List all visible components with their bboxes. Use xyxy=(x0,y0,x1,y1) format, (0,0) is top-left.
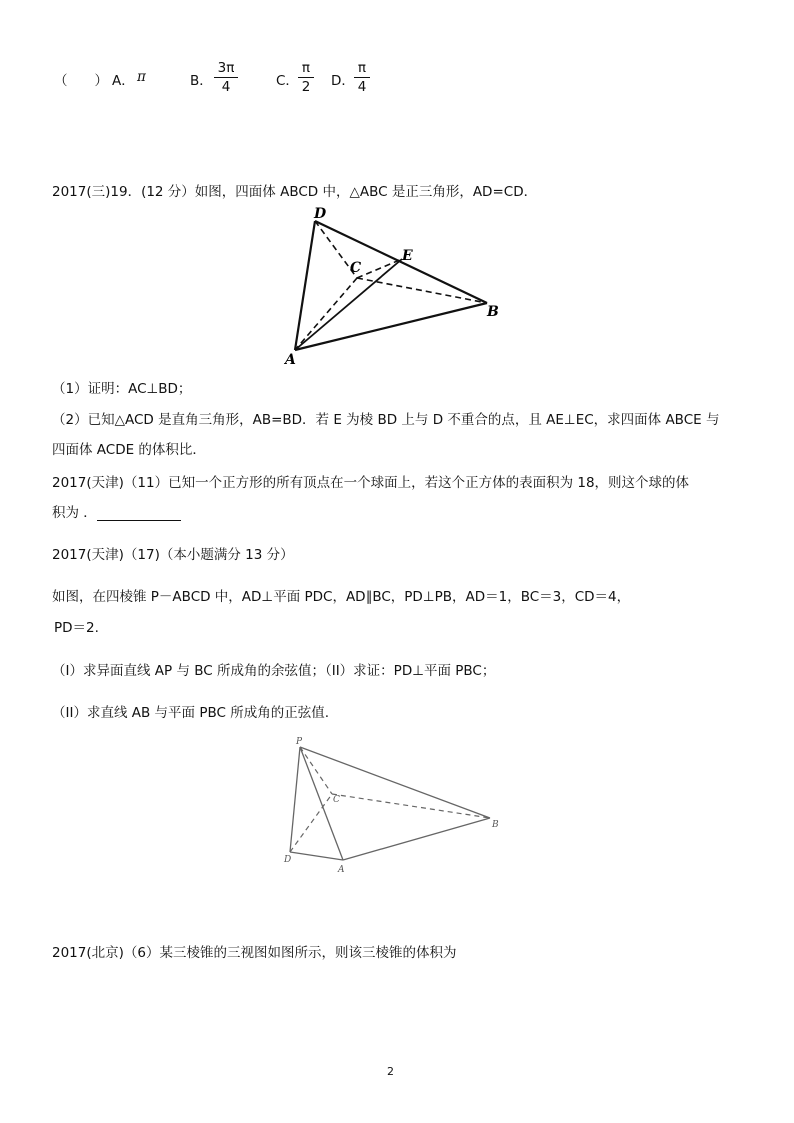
page-number: 2 xyxy=(387,1065,394,1078)
option-d-denominator: 4 xyxy=(357,79,367,95)
edge-pb xyxy=(300,747,490,818)
edge-dc xyxy=(290,794,332,852)
q-tj17-header: 2017(天津)（17)（本小题满分 13 分） xyxy=(52,547,294,563)
edge-da xyxy=(295,221,315,350)
option-a-value: π xyxy=(137,69,146,85)
vertex-label-d: D xyxy=(284,855,292,865)
q-tj11-line1: 2017(天津)（11）已知一个正方形的所有顶点在一个球面上，若这个正方体的表面积为 18，则这个球的体 xyxy=(52,475,690,491)
edge-cb xyxy=(332,794,490,818)
q-tj11-line2-text: 积为 ． xyxy=(52,505,97,521)
edge-db xyxy=(315,221,487,303)
option-d-fraction xyxy=(354,60,370,95)
option-a-label: A． xyxy=(112,73,135,89)
edge-pd xyxy=(290,747,300,852)
q19-tetrahedron-figure xyxy=(280,200,510,370)
q-bj6-line: 2017(北京)（6）某三棱锥的三视图如图所示，则该三棱锥的体积为 xyxy=(52,945,457,961)
vertex-label-b: B xyxy=(492,820,499,830)
vertex-label-e: E xyxy=(402,248,413,264)
edge-da xyxy=(290,852,343,860)
vertex-label-c: C xyxy=(333,795,340,805)
q-tj17-part1: （I）求异面直线 AP 与 BC 所成角的余弦值；（II）求证：PD⊥平面 PBC； xyxy=(52,663,496,679)
vertex-label-p: P xyxy=(296,737,303,747)
option-c-numerator: π xyxy=(301,60,311,76)
q-tj11-line2 xyxy=(52,501,181,521)
option-b-denominator: 4 xyxy=(221,79,231,95)
q19-part2-line1: （2）已知△ACD 是直角三角形，AB=BD．若 E 为棱 BD 上与 D 不重合的点，且 AE⊥EC，求四面体 ABCE 与 xyxy=(52,412,720,428)
edge-ce xyxy=(357,259,402,278)
q19-header: 2017(三)19．(12 分）如图，四面体 ABCD 中，△ABC 是正三角形，AD=CD． xyxy=(52,184,538,200)
option-b-fraction xyxy=(214,60,238,95)
edge-ab xyxy=(343,818,490,860)
answer-blank xyxy=(97,506,181,521)
option-c-label: C． xyxy=(276,73,299,89)
answer-paren: （ ） xyxy=(54,73,108,89)
vertex-label-c: C xyxy=(350,260,362,276)
vertex-label-b: B xyxy=(487,304,499,320)
option-b-label: B． xyxy=(190,73,213,89)
option-d-numerator: π xyxy=(357,60,367,76)
q-tj17-pyramid-figure xyxy=(280,734,510,879)
option-d-label: D． xyxy=(331,73,355,89)
q-tj17-part2: （II）求直线 AB 与平面 PBC 所成角的正弦值. xyxy=(52,705,330,721)
option-c-fraction xyxy=(298,60,314,95)
q-tj17-body-line2: PD＝2. xyxy=(54,620,99,636)
option-c-denominator: 2 xyxy=(301,79,311,95)
edge-pc xyxy=(300,747,332,794)
vertex-label-a: A xyxy=(338,865,345,875)
q19-part1: （1）证明：AC⊥BD； xyxy=(52,381,192,397)
q19-part2-line2: 四面体 ACDE 的体积比． xyxy=(52,442,206,458)
vertex-label-a: A xyxy=(285,352,296,368)
q-tj17-body-line1: 如图，在四棱锥 P－ABCD 中，AD⊥平面 PDC，AD∥BC，PD⊥PB，AD＝1，BC＝3，CD＝4， xyxy=(52,589,631,605)
vertex-label-d: D xyxy=(314,206,327,222)
option-b-numerator: 3π xyxy=(217,60,235,76)
